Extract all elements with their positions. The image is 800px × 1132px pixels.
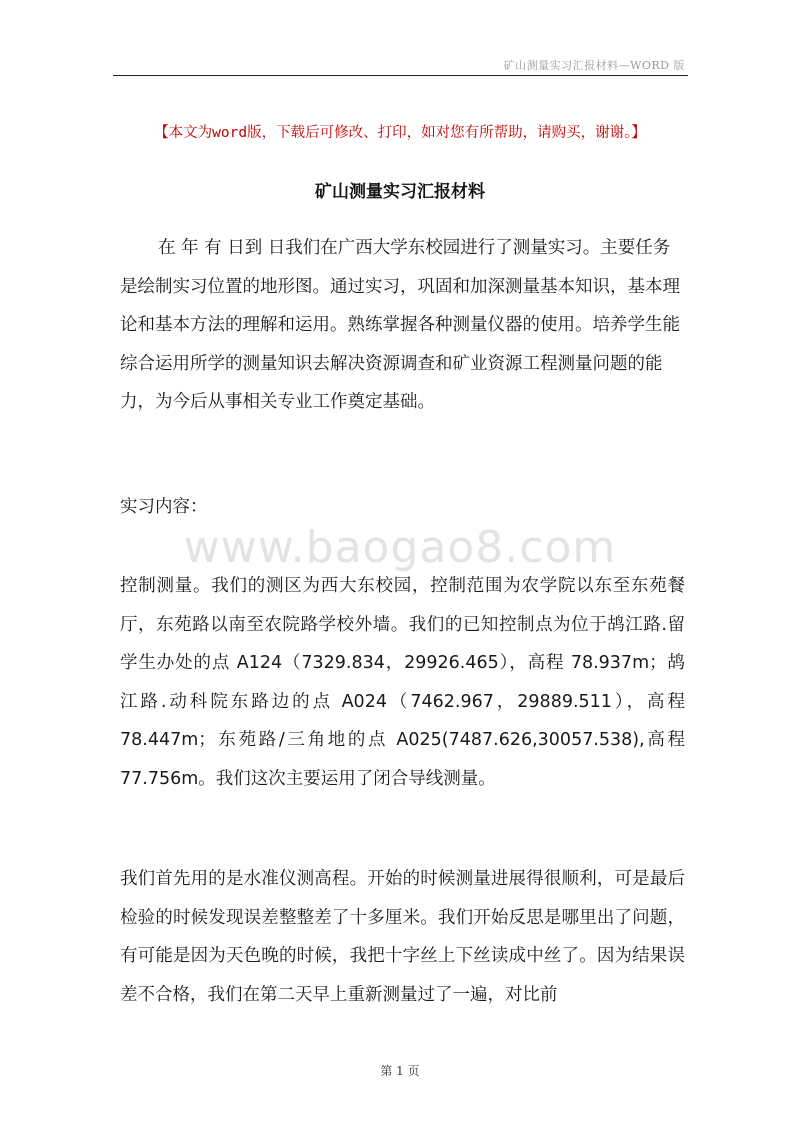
intro-paragraph: 在 年 有 日到 日我们在广西大学东校园进行了测量实习。主要任务是绘制实习位置的地形图。通过实习，巩固和加深测量基本知识，基本理论和基本方法的理解和运用。熟练掌握各种测量仪器的使用。培养学生能综合运用所学的测量知识去解决资源调查和矿业资源工程测量问题的能力，为今后从事相关专业工作奠定基础。: [120, 238, 680, 412]
leveling-paragraph: 我们首先用的是水准仪测高程。开始的时候测量进展得很顺利，可是最后检验的时候发现误差整整差了十多厘米。我们开始反思是哪里出了问题，有可能是因为天色晚的时候，我把十字丝上下丝读成中丝了。因为结果误差不合格，我们在第二天早上重新测量过了一遍，对比前: [120, 869, 685, 1005]
section-heading: 实习内容：: [120, 497, 208, 517]
page-header: 矿山测量实习汇报材料—WORD 版: [503, 59, 685, 72]
header-divider: [113, 75, 688, 76]
purchase-notice: 【本文为word版，下载后可修改、打印，如对您有所帮助，请购买，谢谢。】: [154, 125, 646, 141]
page-number: 第 1 页: [380, 1064, 420, 1078]
watermark: www.baogao8.com: [183, 522, 617, 573]
control-survey-paragraph: 控制测量。我们的测区为西大东校园，控制范围为农学院以东至东苑餐厅，东苑路以南至农院路学校外墙。我们的已知控制点为位于鸪江路.留学生办处的点 A124（7329.834，29926.465），高程 78.937m；鸪江路.动科院东路边的点 A024（7462.967，29889.511），高程 78.447m；东苑路/三角地的点 A025(7487.626,30057.538),高程 77.756m。我们这次主要运用了闭合导线测量。: [120, 576, 685, 789]
document-title: 矿山测量实习汇报材料: [315, 182, 485, 202]
